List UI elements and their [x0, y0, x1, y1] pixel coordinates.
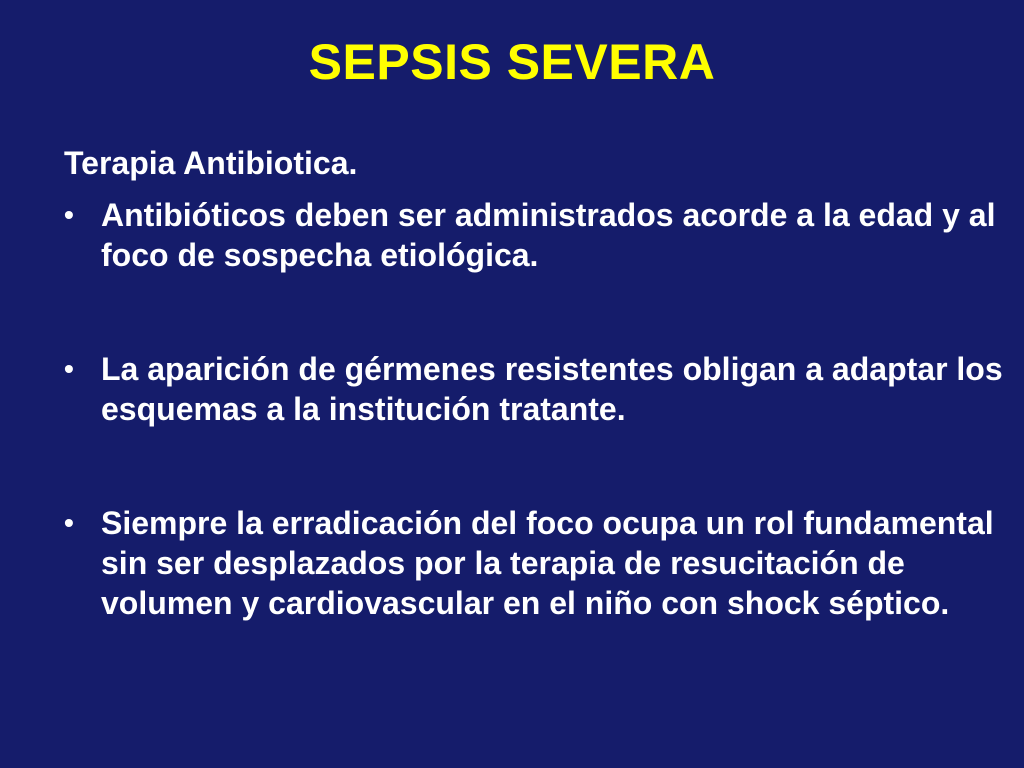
- bullet-icon: •: [64, 507, 74, 538]
- bullet-list: [64, 195, 1004, 623]
- bullet-icon: •: [64, 199, 74, 230]
- bullet-icon: •: [64, 353, 74, 384]
- bullet-item: [64, 195, 1004, 275]
- slide-title: SEPSIS SEVERA: [308, 34, 716, 90]
- slide-subtitle: Terapia Antibiotica.: [64, 145, 358, 181]
- bullet-item: [64, 349, 1004, 429]
- bullet-text: Siempre la erradicación del foco ocupa un rol fundamental sin ser desplazados por la terapia de resucitación de volumen y cardiovascular en el niño con shock séptico.: [101, 505, 994, 621]
- bullet-text: La aparición de gérmenes resistentes obligan a adaptar los esquemas a la institución tratante.: [101, 351, 1003, 427]
- bullet-item: [64, 503, 1004, 623]
- bullet-text: Antibióticos deben ser administrados acorde a la edad y al foco de sospecha etiológica.: [101, 197, 996, 273]
